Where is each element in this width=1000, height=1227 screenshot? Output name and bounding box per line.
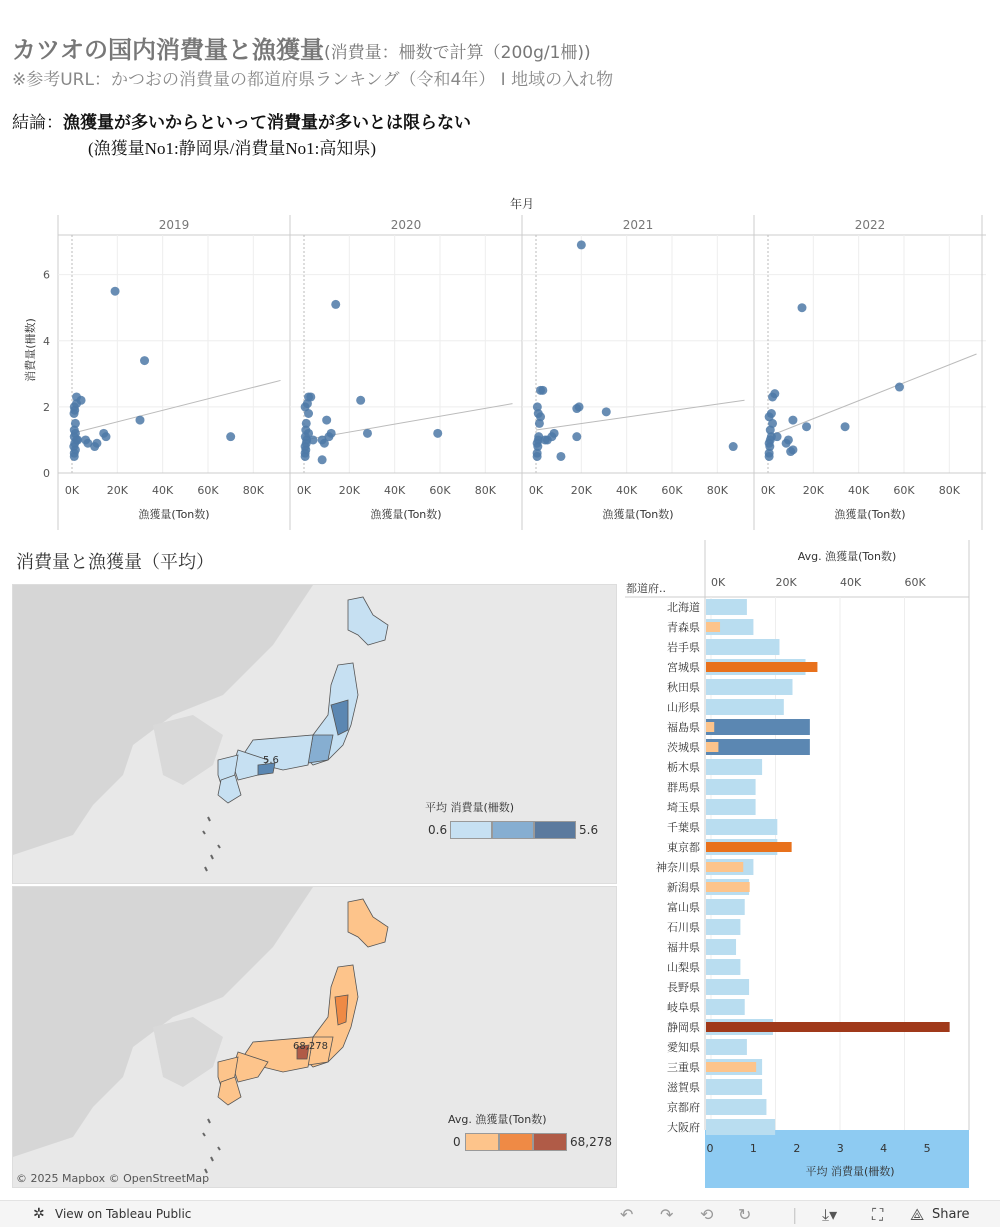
row-label[interactable]: 千葉県 [667, 821, 700, 834]
map-catch[interactable] [12, 886, 617, 1188]
x-tick-label: 40K [152, 484, 174, 497]
data-point[interactable] [767, 409, 776, 418]
row-label[interactable]: 東京都 [667, 841, 700, 854]
x-axis-label: 漁獲量(Ton数) [138, 508, 210, 521]
row-label[interactable]: 新潟県 [667, 881, 700, 894]
x-tick-label: 60K [197, 484, 219, 497]
x-axis-label: 漁獲量(Ton数) [370, 508, 442, 521]
dashboard-title [12, 30, 591, 65]
data-point[interactable] [327, 429, 336, 438]
data-point[interactable] [575, 402, 584, 411]
trend-line [536, 400, 745, 430]
x-tick-label: 60K [661, 484, 683, 497]
refresh-icon[interactable]: ↻ [738, 1205, 752, 1224]
separator: | [792, 1205, 798, 1224]
top-tick-label: 40K [840, 576, 862, 589]
row-label[interactable]: 長野県 [667, 981, 700, 994]
data-point[interactable] [92, 439, 101, 448]
revert-icon[interactable]: ⟲ [700, 1205, 714, 1224]
x-tick-label: 20K [106, 484, 128, 497]
y-tick-label: 0 [43, 467, 50, 480]
ryukyu-islands [203, 817, 220, 871]
y-tick-label: 2 [43, 400, 50, 414]
bottom-tick-label: 3 [836, 1142, 844, 1155]
row-label[interactable]: 石川県 [667, 921, 700, 934]
bottom-tick-label: 1 [749, 1142, 757, 1155]
legend-swatch [465, 1133, 499, 1151]
x-tick-label: 0K [64, 484, 80, 497]
data-point[interactable] [773, 432, 782, 441]
share-button[interactable]: Share [932, 1207, 970, 1222]
data-point[interactable] [318, 455, 327, 464]
map-title: 消費量と漁獲量（平均） [16, 552, 214, 573]
data-point[interactable] [71, 419, 80, 428]
bar-chart[interactable] [620, 540, 995, 1195]
consumption-bar[interactable] [706, 1119, 775, 1135]
x-tick-label: 60K [893, 484, 915, 497]
data-point[interactable] [788, 416, 797, 425]
x-tick-label: 80K [474, 484, 496, 497]
x-axis-label: 漁獲量(Ton数) [834, 508, 906, 521]
legend-title: 平均 消費量(柵数) [425, 801, 515, 814]
bottom-axis-title: 平均 消費量(柵数) [805, 1165, 895, 1178]
row-label[interactable]: 愛知県 [667, 1041, 700, 1054]
row-label[interactable]: 群馬県 [667, 781, 700, 794]
data-point[interactable] [556, 452, 565, 461]
row-label[interactable]: 福井県 [667, 941, 700, 954]
row-label[interactable]: 滋賀県 [667, 1081, 700, 1094]
map-attribution[interactable]: © 2025 Mapbox © OpenStreetMap [16, 1172, 210, 1185]
row-label[interactable]: 秋田県 [667, 681, 700, 694]
column-header: 年月 [509, 197, 535, 211]
panel-year-label: 2022 [854, 218, 886, 232]
legend-min: 0 [453, 1135, 461, 1149]
y-axis-label: 消費量(柵数) [24, 318, 37, 382]
trend-line [768, 354, 977, 437]
data-point[interactable] [322, 416, 331, 425]
legend-swatch [533, 1133, 567, 1151]
consumption-bar[interactable] [706, 1039, 747, 1055]
title-main: カツオの国内消費量と漁獲量 [12, 36, 324, 64]
data-point[interactable] [306, 392, 315, 401]
row-label[interactable]: 京都府 [667, 1101, 700, 1114]
x-tick-label: 40K [616, 484, 638, 497]
x-tick-label: 40K [848, 484, 870, 497]
data-point[interactable] [536, 386, 545, 395]
data-point[interactable] [309, 435, 318, 444]
row-label[interactable]: 栃木県 [667, 761, 700, 774]
row-label[interactable]: 三重県 [667, 1061, 700, 1074]
title-sub: (消費量：柵数で計算（200g/1柵)) [324, 43, 591, 63]
row-label[interactable]: 大阪府 [667, 1121, 700, 1134]
land-mass [153, 1017, 223, 1087]
data-point[interactable] [729, 442, 738, 451]
catch-bar[interactable] [706, 862, 743, 872]
catch-bar[interactable] [706, 662, 817, 672]
top-tick-label: 20K [775, 576, 797, 589]
top-axis-title: Avg. 漁獲量(Ton数) [797, 550, 897, 563]
share-icon[interactable]: ⟁ [910, 1205, 925, 1224]
catch-bar[interactable] [706, 1062, 756, 1072]
data-point[interactable] [895, 383, 904, 392]
row-label[interactable]: 静岡県 [667, 1021, 700, 1034]
x-tick-label: 0K [296, 484, 312, 497]
catch-bar[interactable] [706, 842, 792, 852]
consumption-bar[interactable] [706, 759, 762, 775]
x-tick-label: 80K [938, 484, 960, 497]
data-point[interactable] [784, 435, 793, 444]
data-point[interactable] [72, 392, 81, 401]
data-point[interactable] [802, 422, 811, 431]
bottom-tick-label: 0 [706, 1142, 714, 1155]
data-point[interactable] [102, 432, 111, 441]
bottom-axis-bg [705, 1130, 969, 1188]
data-point[interactable] [433, 429, 442, 438]
download-icon[interactable]: ⤓▾ [822, 1205, 838, 1224]
x-tick-label: 80K [242, 484, 264, 497]
catch-bar[interactable] [706, 722, 714, 732]
data-point[interactable] [770, 389, 779, 398]
legend-min: 0.6 [428, 823, 448, 837]
consumption-bar[interactable] [706, 719, 810, 735]
consumption-bar[interactable] [706, 639, 779, 655]
tableau-footer [0, 1200, 1000, 1227]
view-on-tableau-link[interactable]: View on Tableau Public [55, 1207, 192, 1221]
x-tick-label: 40K [384, 484, 406, 497]
data-point[interactable] [136, 416, 145, 425]
row-label[interactable]: 茨城県 [667, 741, 700, 754]
region-hokkaido[interactable] [348, 899, 388, 947]
consumption-bar[interactable] [706, 979, 749, 995]
consumption-bar[interactable] [706, 999, 745, 1015]
row-label[interactable]: 神奈川県 [656, 861, 700, 874]
map-consumption[interactable] [12, 584, 617, 884]
land-mass [13, 585, 313, 855]
row-label[interactable]: 青森県 [667, 621, 700, 634]
undo-icon[interactable]: ↶ [620, 1205, 634, 1224]
fullscreen-icon[interactable]: ⛶ [872, 1205, 884, 1224]
data-point[interactable] [533, 402, 542, 411]
land-mass [13, 887, 313, 1157]
x-tick-label: 20K [338, 484, 360, 497]
row-label[interactable]: 山形県 [667, 701, 700, 714]
conclusion-label: 結論： [12, 113, 63, 133]
scatter-chart[interactable] [0, 190, 1000, 530]
x-tick-label: 20K [570, 484, 592, 497]
legend-swatch [534, 821, 576, 839]
consumption-bar[interactable] [706, 1099, 766, 1115]
catch-bar[interactable] [706, 742, 718, 752]
map-value-label: 68,278 [293, 1041, 328, 1052]
consumption-bar[interactable] [706, 919, 740, 935]
data-point[interactable] [841, 422, 850, 431]
data-point[interactable] [550, 429, 559, 438]
panel-year-label: 2020 [390, 218, 422, 232]
bottom-tick-label: 5 [923, 1142, 931, 1155]
bottom-tick-label: 2 [793, 1142, 801, 1155]
consumption-bar[interactable] [706, 959, 740, 975]
consumption-bar[interactable] [706, 679, 792, 695]
consumption-bar[interactable] [706, 819, 777, 835]
bottom-tick-label: 4 [880, 1142, 888, 1155]
row-label[interactable]: 富山県 [667, 901, 700, 914]
data-point[interactable] [73, 435, 82, 444]
consumption-bar[interactable] [706, 899, 745, 915]
data-point[interactable] [577, 240, 586, 249]
x-axis-label: 漁獲量(Ton数) [602, 508, 674, 521]
data-point[interactable] [788, 445, 797, 454]
consumption-bar[interactable] [706, 939, 736, 955]
data-point[interactable] [140, 356, 149, 365]
data-point[interactable] [302, 419, 311, 428]
data-point[interactable] [798, 303, 807, 312]
legend-max: 68,278 [570, 1135, 612, 1149]
data-point[interactable] [602, 407, 611, 416]
tableau-logo-icon: ✲ [33, 1206, 45, 1222]
data-point[interactable] [572, 432, 581, 441]
region-hokkaido[interactable] [348, 597, 388, 645]
data-point[interactable] [356, 396, 365, 405]
x-tick-label: 0K [528, 484, 544, 497]
catch-bar[interactable] [706, 622, 720, 632]
map-value-label: 5.6 [263, 755, 279, 766]
panel-year-label: 2021 [622, 218, 654, 232]
legend-swatch [450, 821, 492, 839]
row-label[interactable]: 山梨県 [667, 961, 700, 974]
row-label[interactable]: 岐阜県 [667, 1001, 700, 1014]
ryukyu-islands [203, 1119, 220, 1173]
x-tick-label: 0K [760, 484, 776, 497]
land-mass [153, 715, 223, 785]
row-label[interactable]: 福島県 [667, 721, 700, 734]
row-label[interactable]: 宮城県 [667, 661, 700, 674]
catch-bar[interactable] [706, 882, 750, 892]
consumption-bar[interactable] [706, 799, 756, 815]
row-label[interactable]: 北海道 [667, 601, 700, 614]
consumption-bar[interactable] [706, 699, 784, 715]
conclusion [12, 108, 471, 133]
redo-icon[interactable]: ↷ [660, 1205, 674, 1224]
consumption-bar[interactable] [706, 599, 747, 615]
consumption-bar[interactable] [706, 739, 810, 755]
row-label[interactable]: 岩手県 [667, 641, 700, 654]
x-tick-label: 80K [706, 484, 728, 497]
reference-text: ※参考URL：かつおの消費量の都道府県ランキング（令和4年） I 地域の入れ物 [12, 70, 614, 90]
legend-swatch [499, 1133, 533, 1151]
y-tick-label: 6 [43, 268, 50, 282]
data-point[interactable] [111, 287, 120, 296]
y-tick-label: 4 [43, 334, 50, 348]
top-tick-label: 60K [904, 576, 926, 589]
data-point[interactable] [226, 432, 235, 441]
panel-year-label: 2019 [158, 218, 190, 232]
x-tick-label: 60K [429, 484, 451, 497]
row-label[interactable]: 埼玉県 [667, 801, 700, 814]
data-point[interactable] [363, 429, 372, 438]
data-point[interactable] [331, 300, 340, 309]
conclusion-note: (漁獲量No1:静岡県/消費量No1:高知県) [88, 139, 377, 158]
catch-bar[interactable] [706, 1022, 950, 1032]
row-header[interactable]: 都道府.. [626, 582, 666, 595]
x-tick-label: 20K [802, 484, 824, 497]
conclusion-text: 漁獲量が多いからといって消費量が多いとは限らない [63, 113, 471, 133]
legend-swatch [492, 821, 534, 839]
legend-title: Avg. 漁獲量(Ton数) [448, 1113, 547, 1126]
top-tick-label: 0K [711, 576, 726, 589]
consumption-bar[interactable] [706, 779, 756, 795]
consumption-bar[interactable] [706, 1079, 762, 1095]
legend-max: 5.6 [579, 823, 599, 837]
